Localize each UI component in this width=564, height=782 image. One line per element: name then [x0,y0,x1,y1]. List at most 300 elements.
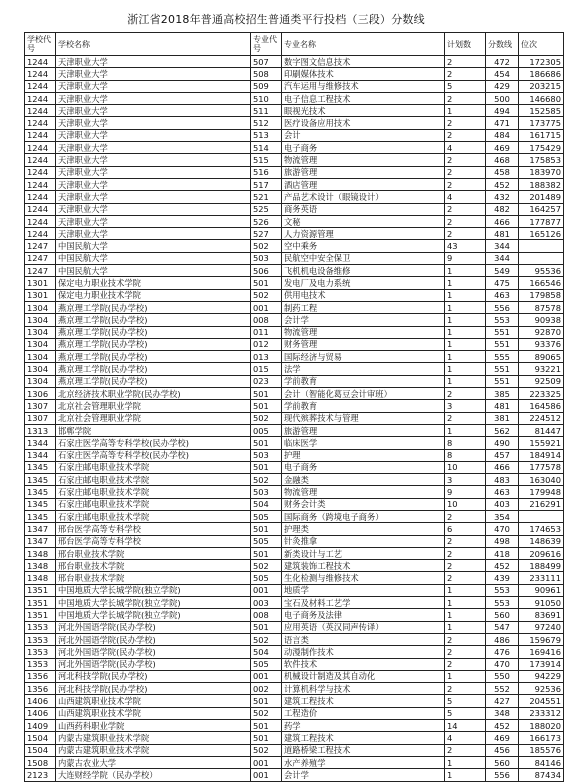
cell-major-name: 财务管理 [282,338,445,350]
cell-plan: 43 [445,240,486,252]
cell-plan: 2 [445,572,486,584]
cell-school-name: 北京经济技术职业学院(民办学校) [56,388,251,400]
cell-school-name: 天津职业大学 [56,142,251,154]
cell-school-name: 燕京理工学院(民办学校) [56,326,251,338]
cell-plan: 6 [445,523,486,535]
cell-rank: 166173 [519,732,564,744]
cell-major-name: 国际经济与贸易 [282,351,445,363]
cell-school-code: 1508 [25,756,56,768]
table-row [25,252,564,264]
cell-rank: 146680 [519,92,564,104]
cell-school-name: 大连财经学院（民办学校） [56,769,251,781]
cell-school-code: 1313 [25,424,56,436]
cell-major-name: 飞机机电设备维修 [282,265,445,277]
cell-score: 560 [486,609,519,621]
cell-school-name: 燕京理工学院(民办学校) [56,375,251,387]
cell-rank: 87578 [519,301,564,313]
table-row [25,572,564,584]
cell-score: 457 [486,449,519,461]
cell-major-code: 005 [251,424,282,436]
cell-school-name: 燕京理工学院(民办学校) [56,314,251,326]
cell-rank: 184914 [519,449,564,461]
cell-school-name: 河北外国语学院(民办学校) [56,633,251,645]
cell-plan: 3 [445,474,486,486]
cell-plan: 1 [445,289,486,301]
cell-score: 481 [486,228,519,240]
cell-rank: 223325 [519,388,564,400]
cell-plan: 2 [445,646,486,658]
cell-school-name: 燕京理工学院(民办学校) [56,301,251,313]
table-row [25,56,564,68]
cell-school-name: 保定电力职业技术学院 [56,289,251,301]
table-row [25,388,564,400]
cell-major-code: 001 [251,670,282,682]
cell-score: 555 [486,351,519,363]
cell-school-name: 河北外国语学院(民办学校) [56,646,251,658]
cell-school-name: 石家庄邮电职业技术学院 [56,461,251,473]
table-row [25,191,564,203]
score-table [24,32,564,782]
cell-plan: 2 [445,228,486,240]
cell-major-code: 504 [251,646,282,658]
cell-rank: 90938 [519,314,564,326]
cell-plan: 2 [445,166,486,178]
cell-score: 562 [486,424,519,436]
table-row [25,166,564,178]
cell-score: 456 [486,744,519,756]
cell-plan: 2 [445,658,486,670]
table-row [25,683,564,695]
cell-school-name: 石家庄医学高等专科学校(民办学校) [56,437,251,449]
cell-major-code: 505 [251,658,282,670]
cell-major-code: 515 [251,154,282,166]
cell-plan: 1 [445,621,486,633]
cell-school-code: 2123 [25,769,56,781]
cell-major-name: 医疗设备应用技术 [282,117,445,129]
cell-major-name: 电子商务及法律 [282,609,445,621]
cell-major-name: 电子商务 [282,461,445,473]
cell-rank: 203215 [519,80,564,92]
cell-major-code: 517 [251,178,282,190]
cell-major-code: 505 [251,510,282,522]
cell-rank: 87434 [519,769,564,781]
cell-school-code: 1304 [25,363,56,375]
cell-rank: 97240 [519,621,564,633]
cell-school-code: 1244 [25,80,56,92]
cell-major-name: 建筑工程技术 [282,732,445,744]
cell-score: 481 [486,400,519,412]
cell-school-name: 天津职业大学 [56,80,251,92]
cell-major-name: 物流管理 [282,326,445,338]
cell-plan: 1 [445,363,486,375]
cell-school-code: 1244 [25,215,56,227]
cell-plan: 1 [445,609,486,621]
cell-school-code: 1301 [25,277,56,289]
cell-major-code: 502 [251,560,282,572]
cell-plan: 8 [445,437,486,449]
cell-rank [519,240,564,252]
cell-rank: 161715 [519,129,564,141]
cell-rank: 93221 [519,363,564,375]
cell-score: 486 [486,633,519,645]
cell-major-code: 502 [251,474,282,486]
cell-school-name: 保定电力职业技术学院 [56,277,251,289]
cell-score: 354 [486,510,519,522]
table-row [25,301,564,313]
cell-major-name: 道路桥梁工程技术 [282,744,445,756]
cell-plan: 4 [445,142,486,154]
cell-school-code: 1304 [25,375,56,387]
cell-school-code: 1244 [25,68,56,80]
cell-major-code: 001 [251,756,282,768]
cell-school-name: 石家庄邮电职业技术学院 [56,486,251,498]
cell-major-name: 制药工程 [282,301,445,313]
cell-school-code: 1504 [25,744,56,756]
cell-school-code: 1304 [25,351,56,363]
cell-school-code: 1307 [25,412,56,424]
table-row [25,351,564,363]
cell-rank: 173914 [519,658,564,670]
header-school-name: 学校名称 [56,33,251,56]
table-row [25,437,564,449]
cell-score: 454 [486,68,519,80]
cell-rank: 83691 [519,609,564,621]
cell-school-code: 1244 [25,92,56,104]
cell-major-name: 生化检测与维修技术 [282,572,445,584]
cell-major-name: 汽车运用与维修技术 [282,80,445,92]
cell-rank: 84146 [519,756,564,768]
table-row [25,744,564,756]
cell-major-code: 501 [251,388,282,400]
cell-major-name: 建筑装饰工程技术 [282,560,445,572]
cell-school-name: 邢台职业技术学院 [56,560,251,572]
table-row [25,732,564,744]
cell-score: 551 [486,326,519,338]
cell-score: 556 [486,301,519,313]
cell-school-code: 1304 [25,326,56,338]
cell-major-name: 物流管理 [282,486,445,498]
table-row [25,240,564,252]
cell-school-code: 1347 [25,535,56,547]
cell-major-code: 502 [251,412,282,424]
cell-major-name: 民航空中安全保卫 [282,252,445,264]
cell-major-name: 会计（智能化葛豆会计审班） [282,388,445,400]
cell-school-name: 天津职业大学 [56,117,251,129]
table-row [25,449,564,461]
cell-score: 552 [486,683,519,695]
cell-major-code: 501 [251,720,282,732]
cell-school-code: 1345 [25,498,56,510]
cell-major-name: 学前教育 [282,375,445,387]
table-row [25,670,564,682]
cell-school-name: 天津职业大学 [56,68,251,80]
cell-major-name: 地质学 [282,584,445,596]
table-row [25,621,564,633]
cell-score: 344 [486,240,519,252]
cell-rank: 89065 [519,351,564,363]
cell-major-code: 003 [251,597,282,609]
cell-major-code: 501 [251,732,282,744]
cell-major-code: 505 [251,572,282,584]
cell-major-name: 药学 [282,720,445,732]
cell-score: 427 [486,695,519,707]
cell-school-code: 1406 [25,695,56,707]
cell-school-name: 河北科技学院(民办学校) [56,683,251,695]
cell-plan: 1 [445,597,486,609]
cell-score: 458 [486,166,519,178]
cell-major-code: 501 [251,695,282,707]
cell-plan: 9 [445,252,486,264]
table-row [25,178,564,190]
cell-school-name: 天津职业大学 [56,56,251,68]
cell-major-code: 502 [251,707,282,719]
table-row [25,215,564,227]
cell-rank: 177578 [519,461,564,473]
cell-rank: 172305 [519,56,564,68]
cell-school-name: 邢台医学高等专科学校 [56,535,251,547]
cell-score: 463 [486,289,519,301]
cell-school-name: 河北外国语学院(民办学校) [56,658,251,670]
cell-score: 472 [486,56,519,68]
cell-score: 494 [486,105,519,117]
cell-plan: 2 [445,68,486,80]
table-row [25,92,564,104]
cell-plan: 1 [445,105,486,117]
cell-school-code: 1244 [25,178,56,190]
table-row [25,523,564,535]
cell-plan: 1 [445,338,486,350]
cell-rank: 164257 [519,203,564,215]
cell-score: 560 [486,756,519,768]
table-row [25,338,564,350]
cell-major-code: 510 [251,92,282,104]
cell-plan: 14 [445,720,486,732]
table-row [25,547,564,559]
cell-plan: 10 [445,498,486,510]
cell-rank: 155921 [519,437,564,449]
cell-major-name: 电子信息工程技术 [282,92,445,104]
cell-major-name: 人力资源管理 [282,228,445,240]
cell-major-code: 015 [251,363,282,375]
cell-score: 463 [486,486,519,498]
cell-major-code: 011 [251,326,282,338]
cell-rank: 185576 [519,744,564,756]
table-row [25,412,564,424]
cell-rank: 204551 [519,695,564,707]
cell-major-name: 眼视光技术 [282,105,445,117]
cell-school-code: 1351 [25,609,56,621]
cell-plan: 2 [445,92,486,104]
cell-rank: 188020 [519,720,564,732]
table-row [25,633,564,645]
cell-school-name: 燕京理工学院(民办学校) [56,338,251,350]
cell-school-name: 天津职业大学 [56,215,251,227]
table-row [25,584,564,596]
cell-school-code: 1301 [25,289,56,301]
cell-plan: 5 [445,695,486,707]
cell-school-name: 天津职业大学 [56,203,251,215]
cell-school-code: 1348 [25,572,56,584]
cell-school-code: 1244 [25,129,56,141]
cell-score: 500 [486,92,519,104]
cell-school-code: 1244 [25,56,56,68]
table-row [25,203,564,215]
cell-rank: 166546 [519,277,564,289]
cell-major-code: 502 [251,633,282,645]
cell-plan: 1 [445,670,486,682]
cell-school-code: 1406 [25,707,56,719]
cell-plan: 2 [445,154,486,166]
cell-score: 550 [486,670,519,682]
header-major-code: 专业代号 [251,33,282,56]
cell-plan: 9 [445,486,486,498]
cell-rank: 216291 [519,498,564,510]
cell-school-name: 河北科技学院(民办学校) [56,670,251,682]
table-row [25,658,564,670]
cell-school-name: 内蒙古建筑职业技术学院 [56,732,251,744]
cell-major-code: 505 [251,535,282,547]
cell-major-code: 504 [251,498,282,510]
cell-major-name: 国际商务（跨境电子商务） [282,510,445,522]
cell-major-name: 计算机科学与技术 [282,683,445,695]
cell-rank: 148639 [519,535,564,547]
cell-score: 381 [486,412,519,424]
cell-rank: 209616 [519,547,564,559]
cell-school-code: 1345 [25,510,56,522]
cell-score: 553 [486,597,519,609]
cell-major-name: 数字图文信息技术 [282,56,445,68]
cell-major-code: 012 [251,338,282,350]
cell-rank: 165126 [519,228,564,240]
table-row [25,129,564,141]
cell-school-code: 1344 [25,437,56,449]
cell-major-name: 动漫制作技术 [282,646,445,658]
cell-major-code: 512 [251,117,282,129]
header-school-code: 学校代号 [25,33,56,56]
cell-major-code: 501 [251,461,282,473]
cell-school-code: 1351 [25,584,56,596]
cell-major-code: 516 [251,166,282,178]
cell-plan: 5 [445,707,486,719]
cell-major-name: 产品艺术设计（眼镜设计） [282,191,445,203]
cell-major-name: 学前教育 [282,400,445,412]
cell-school-code: 1351 [25,597,56,609]
cell-rank: 90961 [519,584,564,596]
header-plan: 计划数 [445,33,486,56]
table-row [25,498,564,510]
cell-school-name: 邯郸学院 [56,424,251,436]
cell-rank: 177877 [519,215,564,227]
cell-score: 470 [486,523,519,535]
cell-school-code: 1244 [25,166,56,178]
cell-score: 439 [486,572,519,584]
cell-school-name: 天津职业大学 [56,166,251,178]
cell-plan: 3 [445,400,486,412]
cell-major-name: 护理类 [282,523,445,535]
cell-plan: 1 [445,375,486,387]
cell-school-name: 天津职业大学 [56,191,251,203]
cell-rank: 233312 [519,707,564,719]
cell-school-name: 北京社会管理职业学院 [56,400,251,412]
cell-major-name: 文秘 [282,215,445,227]
cell-school-code: 1356 [25,683,56,695]
table-row [25,314,564,326]
cell-school-code: 1348 [25,547,56,559]
cell-score: 452 [486,560,519,572]
cell-school-code: 1353 [25,633,56,645]
table-row [25,424,564,436]
cell-plan: 2 [445,510,486,522]
cell-plan: 2 [445,744,486,756]
cell-school-name: 天津职业大学 [56,228,251,240]
cell-major-name: 发电厂及电力系统 [282,277,445,289]
cell-school-code: 1306 [25,388,56,400]
cell-school-code: 1348 [25,560,56,572]
cell-school-name: 燕京理工学院(民办学校) [56,351,251,363]
cell-school-code: 1247 [25,252,56,264]
cell-school-code: 1247 [25,240,56,252]
cell-major-code: 501 [251,523,282,535]
cell-major-name: 会计学 [282,769,445,781]
cell-plan: 1 [445,769,486,781]
table-row [25,400,564,412]
cell-score: 551 [486,375,519,387]
cell-school-code: 1344 [25,449,56,461]
cell-school-name: 天津职业大学 [56,154,251,166]
cell-major-name: 旅游管理 [282,166,445,178]
cell-rank: 91050 [519,597,564,609]
cell-major-code: 001 [251,301,282,313]
cell-school-code: 1304 [25,338,56,350]
table-row [25,228,564,240]
cell-plan: 2 [445,203,486,215]
cell-score: 490 [486,437,519,449]
cell-school-name: 天津职业大学 [56,178,251,190]
cell-school-code: 1356 [25,670,56,682]
cell-school-code: 1345 [25,486,56,498]
cell-school-code: 1244 [25,203,56,215]
cell-plan: 2 [445,547,486,559]
cell-school-name: 石家庄邮电职业技术学院 [56,510,251,522]
cell-plan: 1 [445,277,486,289]
cell-score: 429 [486,80,519,92]
cell-major-name: 语言类 [282,633,445,645]
table-row [25,695,564,707]
table-row [25,154,564,166]
cell-school-name: 石家庄邮电职业技术学院 [56,474,251,486]
cell-plan: 2 [445,178,486,190]
cell-school-name: 石家庄医学高等专科学校(民办学校) [56,449,251,461]
cell-score: 551 [486,363,519,375]
table-row [25,375,564,387]
cell-rank: 224512 [519,412,564,424]
cell-score: 471 [486,117,519,129]
cell-plan: 2 [445,129,486,141]
cell-major-code: 008 [251,314,282,326]
table-row [25,535,564,547]
cell-major-name: 金融类 [282,474,445,486]
cell-major-code: 514 [251,142,282,154]
table-row [25,265,564,277]
cell-plan: 2 [445,117,486,129]
table-row [25,363,564,375]
cell-score: 466 [486,215,519,227]
cell-rank: 201489 [519,191,564,203]
cell-school-code: 1244 [25,228,56,240]
cell-school-code: 1244 [25,117,56,129]
cell-school-name: 天津职业大学 [56,92,251,104]
cell-school-name: 中国地质大学长城学院(独立学院) [56,584,251,596]
